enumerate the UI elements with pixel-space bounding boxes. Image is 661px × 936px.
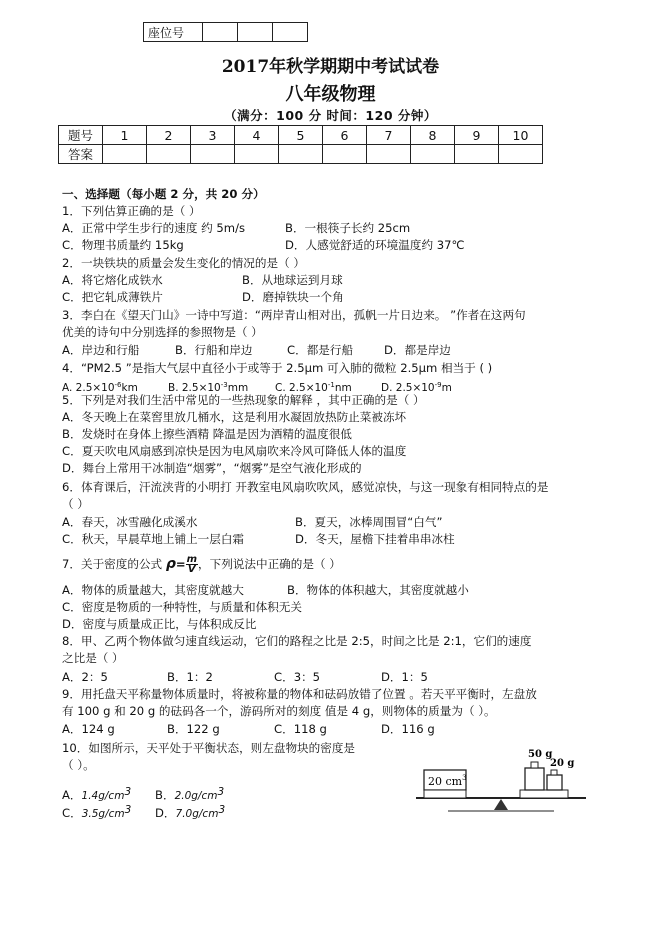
option-1a: A．正常中学生步行的速度 约 5m/s <box>62 221 246 235</box>
weight-20g-knob <box>551 770 557 775</box>
exam-title: 2017年秋学期期中考试试卷 <box>221 57 440 77</box>
option-10b: B．$2.0g/cm^3$ <box>155 786 225 802</box>
option-5c: C．夏天吹电风扇感到凉快是因为电风扇吹来冷风可降低人体的温度 <box>62 444 407 458</box>
option-4b: B. $2.5\times 10^{-3}mm$ <box>168 381 249 394</box>
row-label: 答案 <box>59 145 103 164</box>
option-5a: A．冬天晚上在菜窖里放几桶水，这是利用水凝固放热防止菜被冻坏 <box>62 410 407 424</box>
question-number: 4 <box>235 126 279 145</box>
question-7: 7．关于密度的公式 ρ= $\frac{m}{V}$ ，下列说法中正确的是（ ） <box>62 554 341 575</box>
question-number: 1 <box>103 126 147 145</box>
seat-cell[interactable] <box>203 23 238 42</box>
option-7a: A．物体的质量越大，其密度就越大 <box>62 583 244 597</box>
option-1c: C．物理书质量约 15kg <box>62 238 184 252</box>
seat-label: 座位号 <box>144 23 203 42</box>
option-9b: B．122 g <box>167 722 220 736</box>
option-10d: D．$7.0g/cm^3$ <box>155 804 226 820</box>
option-10a: A．$1.4g/cm^3$ <box>62 786 132 802</box>
left-block-label: 20 $cm^3$ <box>428 774 467 788</box>
density-formula-rho: ρ <box>165 556 176 572</box>
weight-50g <box>525 768 544 790</box>
option-5d: D．舞台上常用干冰制造“烟雾”，“烟雾”是空气液化形成的 <box>62 461 362 475</box>
question-number: 9 <box>455 126 499 145</box>
question-number: 6 <box>323 126 367 145</box>
question-3-line1: 3．李白在《望天门山》一诗中写道：“两岸青山相对出，孤帆一片日边来。 ”作者在这两句 <box>62 308 526 322</box>
option-2d: D．磨掉铁块一个角 <box>242 290 344 304</box>
answer-cell[interactable] <box>279 145 323 164</box>
option-9a: A．124 g <box>62 722 115 736</box>
option-8d: D．1：5 <box>381 670 428 684</box>
answer-cell[interactable] <box>323 145 367 164</box>
question-5: 5．下列是对我们生活中常见的一些热现象的解释 ，其中正确的是（ ） <box>62 393 425 407</box>
option-1d: D．人感觉舒适的环境温度约 37℃ <box>285 238 465 252</box>
row-label: 题号 <box>59 126 103 145</box>
option-6d: D．冬天，屋檐下挂着串串冰柱 <box>295 532 455 546</box>
option-7d: D．密度与质量成正比，与体积成反比 <box>62 617 257 631</box>
question-9-line1: 9．用托盘天平称量物体质量时，将被称量的物体和砝码放错了位置 。若天平平衡时，左盘放 <box>62 687 537 701</box>
answer-cell[interactable] <box>235 145 279 164</box>
question-number: 5 <box>279 126 323 145</box>
question-4: 4．“PM2.5 ”是指大气层中直径小于或等于 2.5μm 可入肺的微粒 2.5μm 相当于 ( ) <box>62 361 493 375</box>
weight-20g <box>547 775 562 790</box>
answer-cell[interactable] <box>147 145 191 164</box>
question-number: 7 <box>367 126 411 145</box>
option-7b: B．物体的体积越大，其密度就越小 <box>287 583 469 597</box>
question-10-line2: （ ）。 <box>62 758 95 772</box>
question-3-line2: 优美的诗句中分别选择的参照物是（ ） <box>62 325 263 339</box>
balance-figure <box>408 740 593 818</box>
answer-cell[interactable] <box>191 145 235 164</box>
question-10-line1: 10．如图所示，天平处于平衡状态，则左盘物块的密度是 <box>62 741 356 755</box>
option-1b: B．一根筷子长约 25cm <box>285 221 411 235</box>
answer-cell[interactable] <box>103 145 147 164</box>
section-heading: 一、选择题（每小题 2 分，共 20 分） <box>62 187 265 201</box>
option-8a: A．2：5 <box>62 670 108 684</box>
option-7c: C．密度是物质的一种特性，与质量和体积无关 <box>62 600 302 614</box>
question-number: 2 <box>147 126 191 145</box>
seat-number-box <box>143 22 308 42</box>
right-pan <box>520 790 568 798</box>
option-6b: B．夏天，冰棒周围冒“白气” <box>295 515 443 529</box>
weight-50g-knob <box>531 762 538 768</box>
question-8-line2: 之比是（ ） <box>62 651 124 665</box>
option-3b: B．行船和岸边 <box>175 343 253 357</box>
question-number: 8 <box>411 126 455 145</box>
subject-title: 八年级物理 <box>285 84 376 105</box>
question-6-line2: （ ） <box>62 497 89 511</box>
option-4a: A. $2.5\times 10^{-6}km$ <box>62 381 138 394</box>
question-9-line2: 有 100 g 和 20 g 的砝码各一个，游码所对的刻度 值是 4 g，则物体的质量为（ ）。 <box>62 704 496 718</box>
answer-table <box>58 125 543 164</box>
exam-info: （满分：100 分 时间：120 分钟） <box>224 108 437 123</box>
question-2: 2．一块铁块的质量会发生变化的情况的是（ ） <box>62 256 305 270</box>
option-4c: C. $2.5\times 10^{-1}nm$ <box>275 381 352 394</box>
left-pan <box>424 790 466 798</box>
option-3d: D．都是岸边 <box>384 343 451 357</box>
density-formula-fraction: $\frac{m}{V}$ <box>186 554 197 575</box>
table-row <box>59 145 543 164</box>
option-9d: D．116 g <box>381 722 435 736</box>
weight-50g-label: 50 g <box>528 749 553 760</box>
question-8-line1: 8．甲、乙两个物体做匀速直线运动，它们的路程之比是 2:5，时间之比是 2:1，它们的速度 <box>62 634 532 648</box>
option-3c: C．都是行船 <box>287 343 354 357</box>
answer-cell[interactable] <box>499 145 543 164</box>
option-6c: C．秋天，早晨草地上铺上一层白霜 <box>62 532 245 546</box>
question-1: 1．下列估算正确的是（ ） <box>62 204 201 218</box>
seat-cell[interactable] <box>273 23 308 42</box>
answer-cell[interactable] <box>455 145 499 164</box>
option-2b: B．从地球运到月球 <box>242 273 343 287</box>
seat-cell[interactable] <box>238 23 273 42</box>
option-8b: B．1：2 <box>167 670 213 684</box>
question-6-line1: 6．体育课后，汗流浃背的小明打 开教室电风扇吹吹风，感觉凉快，与这一现象有相同特点的是 <box>62 480 549 494</box>
answer-cell[interactable] <box>411 145 455 164</box>
answer-cell[interactable] <box>367 145 411 164</box>
question-number: 3 <box>191 126 235 145</box>
option-2c: C．把它轧成薄铁片 <box>62 290 163 304</box>
question-number: 10 <box>499 126 543 145</box>
weight-20g-label: 20 g <box>550 758 575 769</box>
option-8c: C．3：5 <box>274 670 321 684</box>
table-row <box>59 126 543 145</box>
option-5b: B．发烧时在身体上擦些酒精 降温是因为酒精的温度很低 <box>62 427 352 441</box>
option-10c: C．$3.5g/cm^3$ <box>62 804 132 820</box>
option-6a: A．春天，冰雪融化成溪水 <box>62 515 198 529</box>
option-9c: C．118 g <box>274 722 327 736</box>
option-4d: D. $2.5\times 10^{-9}m$ <box>381 381 452 394</box>
option-2a: A．将它熔化成铁水 <box>62 273 163 287</box>
option-3a: A．岸边和行船 <box>62 343 140 357</box>
balance-fulcrum <box>494 799 508 810</box>
